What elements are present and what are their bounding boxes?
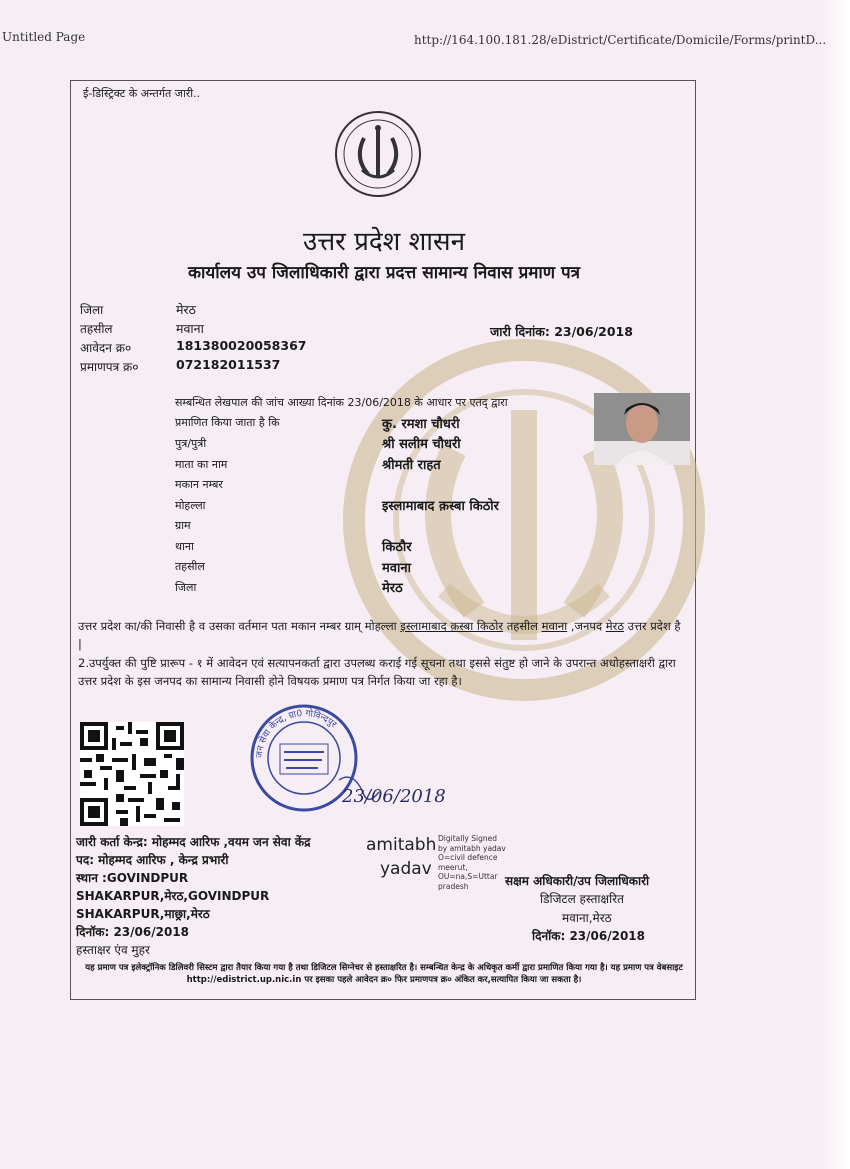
issuer-date: दिनॉक: 23/06/2018: [76, 925, 190, 939]
svg-text:23/06/2018: 23/06/2018: [342, 786, 446, 807]
confirmation-paragraph: 2.उपर्युक्त की पुष्टि प्रारूप - १ में आवेदन एवं सत्यापनकर्ता द्वारा उपलब्ध कराई गई सूचना तथा इससे संतुष्ट हो जाने के उपरान्त अधोहस्ताक्षरी द्वारा उत्तर प्रदेश के इस जनपद का सामान्य निवासी होने विषयक प्रमाण पत्र निर्गत किया जा रहा है।: [78, 656, 676, 688]
field-tehsil: मवाना: [382, 561, 411, 576]
field-label: थाना: [175, 540, 194, 553]
field-district: मेरठ: [382, 581, 403, 596]
father-name: श्री सलीम चौधरी: [382, 437, 461, 452]
certificate-number: 072182011537: [176, 357, 281, 372]
underlined-place: इस्लामाबाद क़स्बा किठोर: [400, 619, 504, 633]
tehsil-value: मवाना: [176, 321, 204, 336]
applicant-photo: [594, 393, 690, 465]
digital-sign-name-last: yadav: [380, 859, 432, 879]
verification-intro: सम्बन्धित लेखपाल की जांच आख्या दिनांक 23/06/2018 के आधार पर एतद् द्वारा: [175, 396, 508, 409]
district-value: मेरठ: [176, 302, 196, 317]
sign-and-seal-label: हस्ताक्षर एंव मुहर: [76, 943, 150, 957]
issued-under-text: ई-डिस्ट्रिक्ट के अन्तर्गत जारी..: [83, 87, 201, 100]
handwritten-signature-date: [338, 774, 446, 814]
underlined-tehsil: मवाना: [541, 619, 568, 633]
field-label: ग्राम: [175, 519, 191, 532]
tehsil-label: तहसील: [80, 322, 113, 336]
locality: इस्लामाबाद क़स्बा किठोर: [382, 499, 499, 514]
digital-sign-name-first: amitabh: [366, 835, 437, 855]
issuer-post: पद: मोहम्मद आरिफ , केन्द्र प्रभारी: [76, 853, 229, 867]
certificate-title: कार्यालय उप जिलाधिकारी द्वारा प्रदत्त सामान्य निवास प्रमाण पत्र: [187, 263, 581, 283]
field-label: जिला: [175, 581, 197, 594]
field-label: पुत्र/पुत्री: [175, 437, 207, 450]
field-label: मकान नम्बर: [175, 478, 223, 491]
field-label: मोहल्ला: [175, 499, 206, 512]
underlined-district: मेरठ: [605, 619, 624, 633]
issuer-place: स्थान :GOVINDPUR: [76, 871, 189, 885]
issue-date: जारी दिनांक: 23/06/2018: [490, 324, 633, 339]
certificate-number-label: प्रमाणपत्र क्र०: [80, 360, 139, 374]
page-edge: [820, 0, 850, 1169]
authority-date: दिनॉक: 23/06/2018: [532, 929, 646, 943]
application-number: 181380020058367: [176, 338, 307, 353]
field-label: प्रमाणित किया जाता है कि: [175, 416, 280, 429]
qr-code-icon: [80, 722, 184, 826]
mother-name: श्रीमती राहत: [382, 458, 441, 473]
residence-paragraph: उत्तर प्रदेश का/की निवासी है व उसका वर्तमान पता मकान नम्बर ग्राम् मोहल्ला इस्लामाबाद क़स्बा किठोर तहसील मवाना ,जनपद मेरठ उत्तर प्रदेश है |: [78, 619, 681, 651]
print-url: http://164.100.181.28/eDistrict/Certificate/Domicile/Forms/printD...: [414, 33, 827, 47]
verification-footer-note: यह प्रमाण पत्र इलेक्ट्रॉनिक डिलिवरी सिस्टम द्वारा तैयार किया गया है तथा डिजिटल सिग्नेचर से हस्ताक्षरित है। सम्बन्धित केन्द्र के अधिकृत कर्मी द्वारा प्रमाणित किया गया है। यह प्रमाण पत्र वेबसाइट http://edistrict.up.nic.in पर इसका पहले आवेदन क्र० फिर प्रमाणपत्र क्र० अंकित कर,सत्यापित किया जा सकता है।: [85, 963, 683, 985]
authority-location: मवाना,मेरठ: [562, 911, 612, 925]
government-title: उत्तर प्रदेश शासन: [302, 227, 466, 257]
authority-digital: डिजिटल हस्ताक्षरित: [540, 892, 624, 906]
up-emblem-icon: [334, 108, 422, 200]
field-label: माता का नाम: [175, 458, 228, 471]
applicant-name: कु. रमशा चौधरी: [382, 417, 460, 432]
police-station: किठौर: [382, 540, 412, 555]
issuer-center: जारी कर्ता केन्द्र: मोहम्मद आरिफ ,वयम जन सेवा केंद्र: [76, 835, 311, 849]
authority-title: सक्षम अधिकारी/उप जिलाधिकारी: [505, 874, 650, 888]
digital-sign-details: Digitally Signed by amitabh yadav O=civil defence meerut, OU=na,S=Uttar pradesh: [438, 834, 506, 891]
application-label: आवेदन क्र०: [80, 341, 132, 355]
print-page-title: Untitled Page: [2, 30, 86, 44]
issuer-address-2: SHAKARPUR,माछ्रा,मेरठ: [76, 907, 210, 921]
svg-text:जन सेवा केन्द्र, ग्रा0 गोविन्द: जन सेवा केन्द्र, ग्रा0 गोविन्दपुर: [254, 708, 338, 759]
field-label: तहसील: [175, 560, 205, 573]
issuer-address-1: SHAKARPUR,मेरठ,GOVINDPUR: [76, 889, 270, 903]
district-label: जिला: [80, 303, 104, 317]
